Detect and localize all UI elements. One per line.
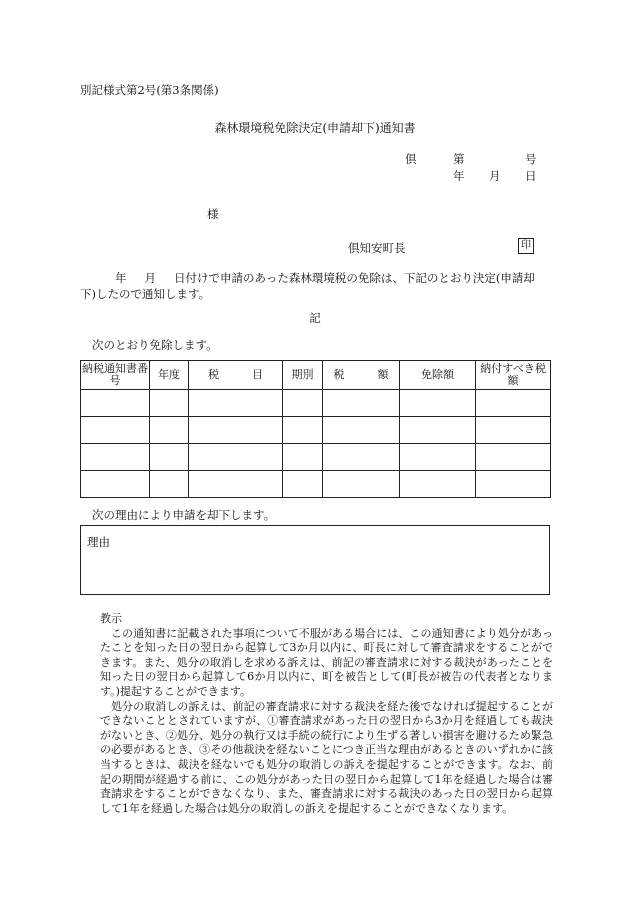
body-year: 年: [115, 271, 127, 285]
date-day: 日: [525, 169, 537, 183]
date-year: 年: [453, 169, 465, 183]
table-cell: [283, 444, 323, 471]
appeal-notice: [100, 612, 553, 816]
table-cell: [189, 390, 283, 417]
table-cell: [150, 390, 189, 417]
table-row: [81, 417, 551, 444]
table-cell: [189, 444, 283, 471]
col-payable-amount: 納付すべき税 額: [476, 361, 551, 390]
col-fiscal-year: 年度: [150, 361, 189, 390]
table-cell: [189, 417, 283, 444]
notice-paragraph: 処分の取消しの訴えは、前記の審査請求に対する裁決を経た後でなければ提起することができないこととされていますが、①審査請求があった日の翌日から3か月を経過しても裁決がないとき、②処分、処分の執行又は手続の続行により生ずる著しい損害を避けるため緊急の必要があるとき、③その他裁決を経ないことにつき正当な理由があるときのいずれかに該当するときは、裁決を経ないでも処分の取消しの訴えを提起することができます。なお、前記の期間が経過する前に、この処分があった日の翌日から起算して1年を経過した場合は審査請求をすることができなくなり、また、審査請求に対する裁決のあった日の翌日から起算して1年を経過した場合は処分の取消しの訴えを提起することができなくなります。: [100, 699, 553, 815]
table-cell: [81, 417, 150, 444]
table-cell: [81, 471, 150, 498]
table-row: [81, 444, 551, 471]
body-text: [80, 270, 550, 302]
table-cell: [323, 444, 400, 471]
mayor-name: 倶知安町長: [348, 241, 406, 255]
addressee-suffix: 様: [207, 207, 219, 221]
ki-heading: 記: [309, 311, 321, 325]
reject-heading: 次の理由により申請を却下します。: [92, 508, 276, 522]
table-cell: [150, 417, 189, 444]
table-cell: [189, 471, 283, 498]
table-cell: [283, 471, 323, 498]
table-cell: [400, 390, 476, 417]
document-title: 森林環境税免除決定(申請却下)通知書: [214, 121, 416, 135]
table-cell: [323, 417, 400, 444]
col-period: 期別: [283, 361, 323, 390]
table-row: [81, 471, 551, 498]
reason-box: [80, 525, 550, 595]
table-cell: [400, 444, 476, 471]
issuer-go: 号: [525, 152, 537, 166]
table-cell: [283, 390, 323, 417]
body-month: 月: [144, 271, 156, 285]
col-notice-number: 納税通知書番 号: [81, 361, 150, 390]
col-exempt-amount: 免除額: [400, 361, 476, 390]
body-rest: 日付けで申請のあった森林環境税の免除は、下記のとおり決定(申請却下)したので通知します。: [80, 271, 535, 301]
table-cell: [150, 471, 189, 498]
seal-mark: 印: [518, 238, 534, 254]
issuer-prefix: 倶: [405, 152, 417, 166]
notice-heading: 教示: [100, 612, 122, 625]
exemption-table: [80, 360, 568, 498]
form-number: 別記様式第2号(第3条関係): [80, 83, 219, 97]
notice-paragraph: この通知書に記載された事項について不服がある場合には、この通知書により処分があったことを知った日の翌日から起算して3か月以内に、町長に対して審査請求をすることができます。また、処分の取消しを求める訴えは、前記の審査請求に対する裁決があったことを知った日の翌日から起算して6か月以内に、町を被告として(町長が被告の代表者となります。)提起することができます。: [100, 626, 553, 698]
table-cell: [476, 471, 551, 498]
table-row: [81, 390, 551, 417]
table-cell: [81, 444, 150, 471]
table-cell: [81, 390, 150, 417]
reason-label: 理由: [87, 535, 110, 549]
date-month: 月: [489, 169, 501, 183]
table-cell: [476, 417, 551, 444]
table-cell: [476, 390, 551, 417]
table-cell: [400, 417, 476, 444]
table-cell: [323, 471, 400, 498]
col-tax-amount: 税 額: [323, 361, 400, 390]
table-cell: [323, 390, 400, 417]
table-cell: [400, 471, 476, 498]
exempt-heading: 次のとおり免除します。: [92, 338, 218, 352]
table-cell: [150, 444, 189, 471]
table-cell: [283, 417, 323, 444]
table-header-row: [81, 361, 551, 390]
col-tax-item: 税 目: [189, 361, 283, 390]
table-cell: [476, 444, 551, 471]
issuer-dai: 第: [453, 152, 465, 166]
